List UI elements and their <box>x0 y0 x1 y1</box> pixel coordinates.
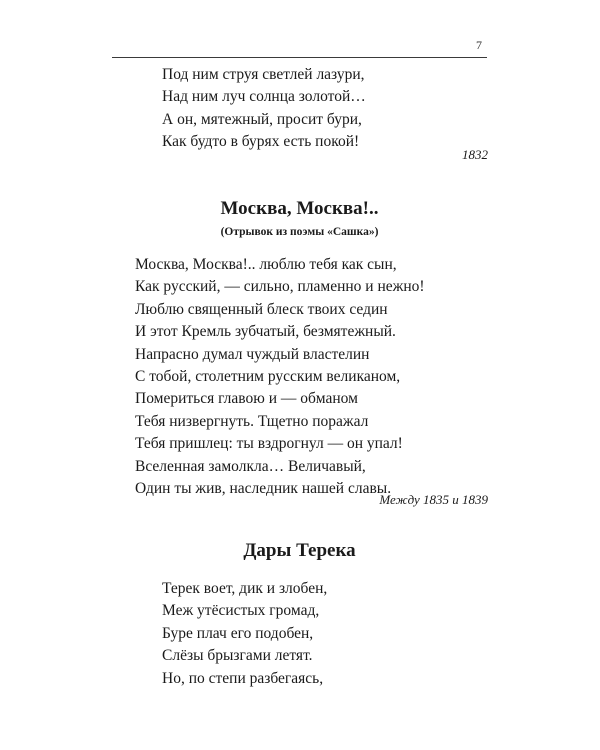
poem-line: Меж утёсистых громад, <box>162 602 320 620</box>
poem-line: И этот Кремль зубчатый, безмятежный. <box>135 323 396 341</box>
poem-title-terek: Дары Терека <box>243 540 356 561</box>
poem-line: С тобой, столетним русским великаном, <box>135 368 401 386</box>
poem-stanza-previous <box>162 64 366 154</box>
header-rule <box>112 57 487 58</box>
poem-date: 1832 <box>462 147 488 162</box>
poem-stanza-terek <box>162 578 327 690</box>
poem-line: Буре плач его подобен, <box>162 624 314 642</box>
poem-title-moscow: Москва, Москва!.. <box>220 198 379 219</box>
poem-line: Тебя пришлец: ты вздрогнул — он упал! <box>135 435 403 453</box>
poem-line: Один ты жив, наследник нашей славы. <box>135 480 392 498</box>
poem-line: Люблю священный блеск твоих седин <box>135 300 388 318</box>
poem-line: Москва, Москва!.. люблю тебя как сын, <box>135 256 397 273</box>
poem-date: Между 1835 и 1839 <box>379 492 488 507</box>
poem-line: Но, по степи разбегаясь, <box>162 669 324 687</box>
poem-subtitle-moscow: (Отрывок из поэмы «Сашка») <box>220 226 379 238</box>
poem-line: Тебя низвергнуть. Тщетно поражал <box>135 412 369 430</box>
poem-line: Слёзы брызгами летят. <box>162 647 313 665</box>
poem-line: Как русский, — сильно, пламенно и нежно! <box>135 278 425 296</box>
poem-line: Над ним луч солнца золотой… <box>162 88 366 106</box>
poem-line: Под ним струя светлей лазури, <box>162 66 365 83</box>
poem-line: Как будто в бурях есть покой! <box>162 133 360 151</box>
poem-line: Вселенная замолкла… Величавый, <box>135 457 366 475</box>
poem-stanza-moscow <box>135 254 425 500</box>
poem-line: Помериться главою и — обманом <box>135 390 358 408</box>
poem-line: Терек воет, дик и злобен, <box>162 580 328 597</box>
page-number: 7 <box>476 38 482 52</box>
poem-line: Напрасно думал чуждый властелин <box>135 345 370 363</box>
poem-line: А он, мятежный, просит бури, <box>162 110 362 128</box>
